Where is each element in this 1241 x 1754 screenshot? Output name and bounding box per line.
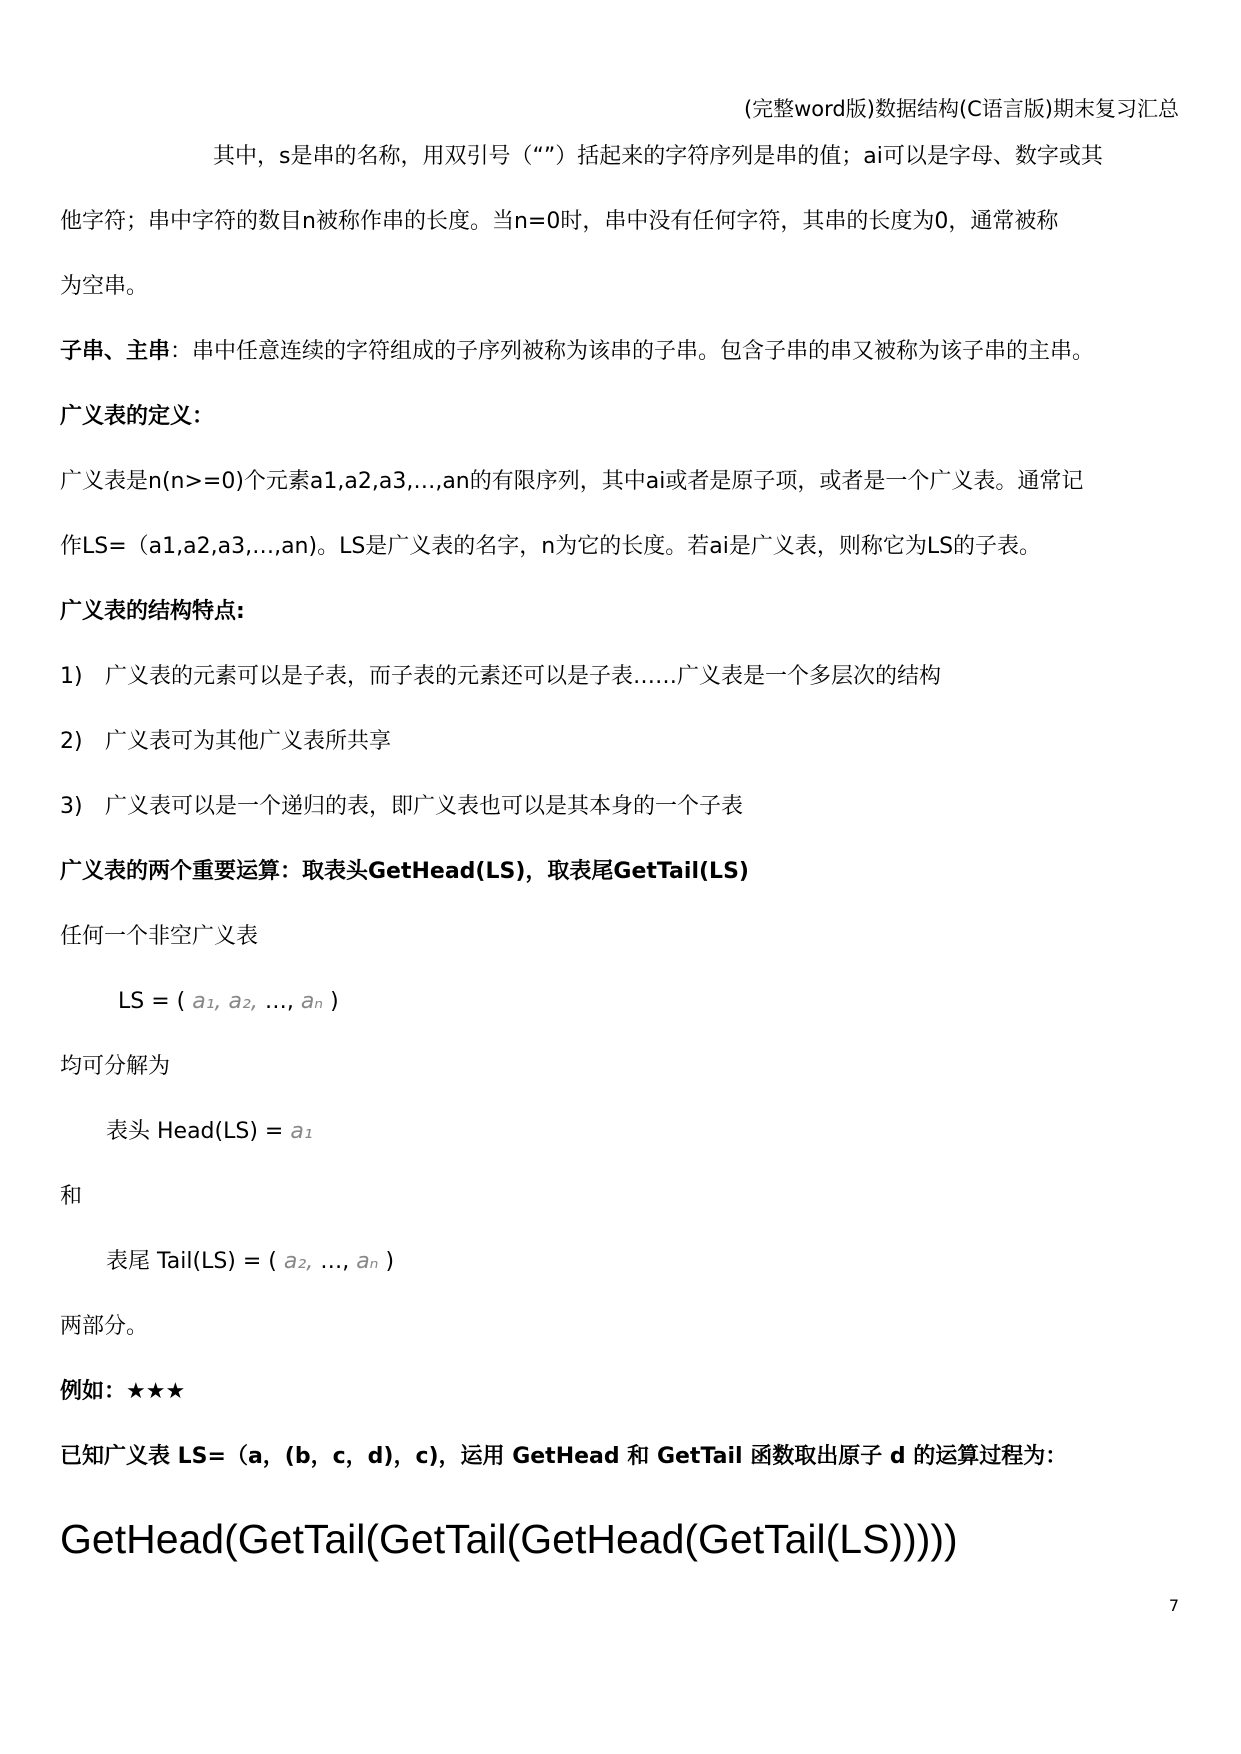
section-heading: 广义表的结构特点:	[60, 599, 245, 624]
formula-term: a₁	[290, 1119, 313, 1144]
paragraph-line: 为空串。	[60, 274, 149, 299]
page-number: 7	[1168, 1596, 1179, 1615]
formula-term: a₁,	[192, 989, 222, 1014]
list-text: 广义表的元素可以是子表，而子表的元素还可以是子表……广义表是一个多层次的结构	[105, 664, 942, 689]
ls-formula	[60, 985, 1190, 1050]
list-number: 2)	[60, 729, 83, 754]
paragraph-line: 两部分。	[60, 1314, 149, 1339]
page-header: (完整word版)数据结构(C语言版)期末复习汇总	[743, 97, 1179, 121]
list-item	[60, 660, 1190, 725]
paragraph-line: 任何一个非空广义表	[60, 924, 259, 949]
paragraph-line: 广义表是n(n>=0)个元素a1,a2,a3,…,an的有限序列，其中ai或者是原子项，或者是一个广义表。通常记	[60, 469, 1084, 494]
list-number: 1)	[60, 664, 83, 689]
section-heading: 广义表的定义：	[60, 404, 215, 429]
example-question: 已知广义表 LS=（a，(b，c，d)，c)，运用 GetHead 和 GetTail 函数取出原子 d 的运算过程为：	[60, 1444, 1068, 1469]
formula-close: )	[330, 989, 339, 1014]
paragraph-line: 作LS=（a1,a2,a3,…,an)。LS是广义表的名字，n为它的长度。若ai是广义表，则称它为LS的子表。	[60, 534, 1042, 559]
formula-term: aₙ	[356, 1249, 379, 1274]
formula-term: aₙ	[300, 989, 324, 1014]
formula-prefix: 表头 Head(LS) =	[106, 1119, 284, 1144]
formula-prefix: 表尾 Tail(LS) = (	[106, 1249, 277, 1274]
list-item	[60, 790, 1190, 855]
head-formula	[60, 1115, 1190, 1180]
paragraph-line: 他字符；串中字符的数目n被称作串的长度。当n=0时，串中没有任何字符，其串的长度为0，通常被称	[60, 209, 1059, 234]
term-label: 子串、主串	[60, 339, 171, 364]
document-body	[60, 140, 1190, 1589]
section-heading: 广义表的两个重要运算：取表头GetHead(LS)，取表尾GetTail(LS)	[60, 859, 749, 884]
paragraph-line: 均可分解为	[60, 1054, 171, 1079]
formula-term: a₂,	[228, 989, 258, 1014]
formula-close: )	[385, 1249, 395, 1274]
tail-formula	[60, 1245, 1190, 1310]
paragraph-line: 和	[60, 1184, 83, 1209]
example-answer: GetHead(GetTail(GetTail(GetHead(GetTail(LS)))))	[60, 1516, 958, 1562]
definition-text: ：串中任意连续的字符组成的子序列被称为该串的子串。包含子串的串又被称为该子串的主串。	[170, 339, 1095, 364]
list-text: 广义表可为其他广义表所共享	[105, 729, 392, 754]
paragraph-line: 其中，s是串的名称，用双引号（“”）括起来的字符序列是串的值；ai可以是字母、数字或其	[213, 144, 1103, 169]
list-item	[60, 725, 1190, 790]
formula-term: …,	[320, 1249, 350, 1274]
formula-term: a₂,	[283, 1249, 314, 1274]
list-number: 3)	[60, 794, 83, 819]
example-label: 例如：★★★	[60, 1379, 186, 1404]
formula-term: …,	[264, 989, 294, 1014]
formula-prefix: LS = (	[118, 989, 186, 1014]
list-text: 广义表可以是一个递归的表，即广义表也可以是其本身的一个子表	[105, 794, 744, 819]
substring-definition	[60, 335, 1190, 400]
